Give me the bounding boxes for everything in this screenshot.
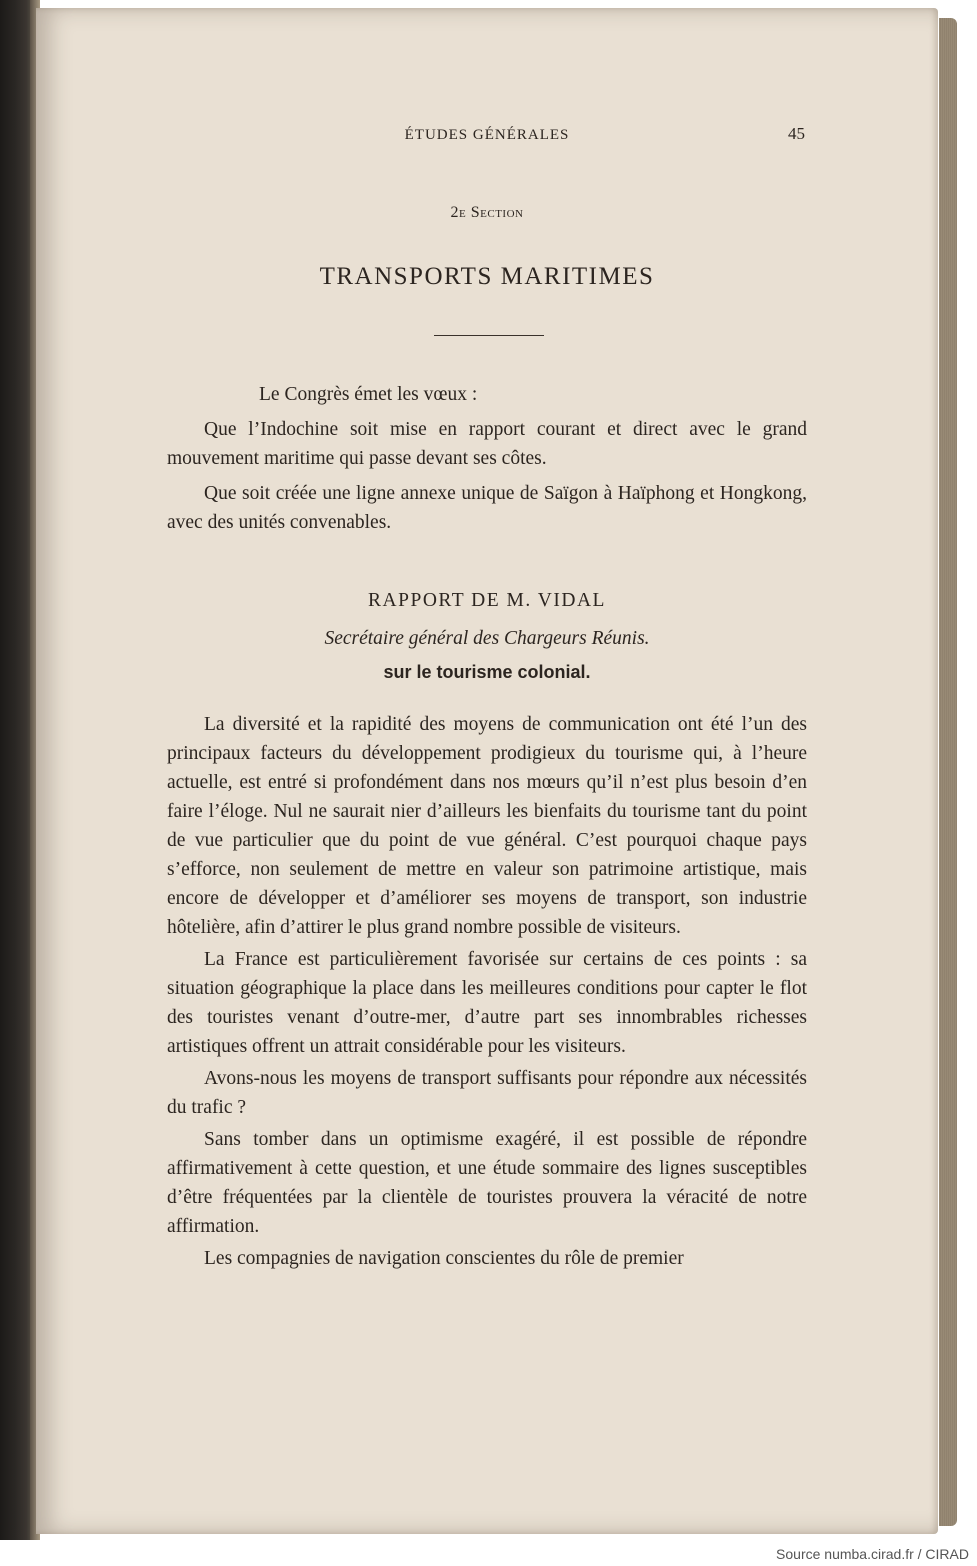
voeu-item: Que soit créée une ligne annexe unique de Saïgon à Haïphong et Hongkong, avec des unités convenables.	[167, 483, 807, 533]
voeux-lead: Le Congrès émet les vœux :	[259, 384, 478, 405]
section-title: TRANSPORTS MARITIMES	[319, 263, 655, 290]
voeux-block	[167, 380, 807, 543]
book-page	[36, 8, 938, 1534]
body-paragraph: Les compagnies de navigation conscientes du rôle de premier	[204, 1248, 684, 1269]
title-divider	[434, 335, 544, 336]
report-topic: sur le tourisme colonial.	[383, 662, 591, 682]
body-paragraph: La diversité et la rapidité des moyens de communication ont été l’un des principaux facteurs du développement prodigieux du tourisme qui, à l’heure actuelle, est entré si profondément dans nos mœurs qu’il n’est plus besoin d’en faire l’éloge. Nul ne saurait nier d’ailleurs les bienfaits du tourisme tant du point de vue particulier que du point de vue général. C’est pourquoi chaque pays s’efforce, non seulement de mettre en valeur son patrimoine artistique, mais encore de développer et d’améliorer ses moyens de transport, son industrie hôtelière, afin d’attirer le plus grand nombre possible de visiteurs.	[167, 714, 807, 938]
source-credit: Source numba.cirad.fr / CIRAD	[776, 1546, 969, 1562]
report-title: RAPPORT DE M. VIDAL	[368, 590, 606, 611]
voeu-item: Que l’Indochine soit mise en rapport courant et direct avec le grand mouvement maritime qui passe devant ses côtes.	[167, 419, 807, 469]
body-paragraph: Sans tomber dans un optimisme exagéré, il est possible de répondre affirmativement à cette question, et une étude sommaire des lignes susceptibles d’être fréquentées par la clientèle de touristes prouvera la véracité de notre affirmation.	[167, 1129, 807, 1237]
body-paragraph: La France est particulièrement favorisée sur certains de ces points : sa situation géographique la place dans les meilleures conditions pour capter le flot des touristes venant d’outre-mer, d’autre part ses innombrables richesses artistiques offrent un attrait considérable pour les visiteurs.	[167, 949, 807, 1057]
page-edges	[939, 18, 957, 1526]
section-label: 2e Section	[450, 204, 524, 221]
report-subtitle: Secrétaire général des Chargeurs Réunis.	[324, 628, 650, 649]
body-paragraph: Avons-nous les moyens de transport suffisants pour répondre aux nécessités du trafic ?	[167, 1068, 807, 1118]
report-body	[167, 710, 807, 1276]
running-head: ÉTUDES GÉNÉRALES	[404, 127, 570, 143]
page-number: 45	[788, 124, 805, 143]
